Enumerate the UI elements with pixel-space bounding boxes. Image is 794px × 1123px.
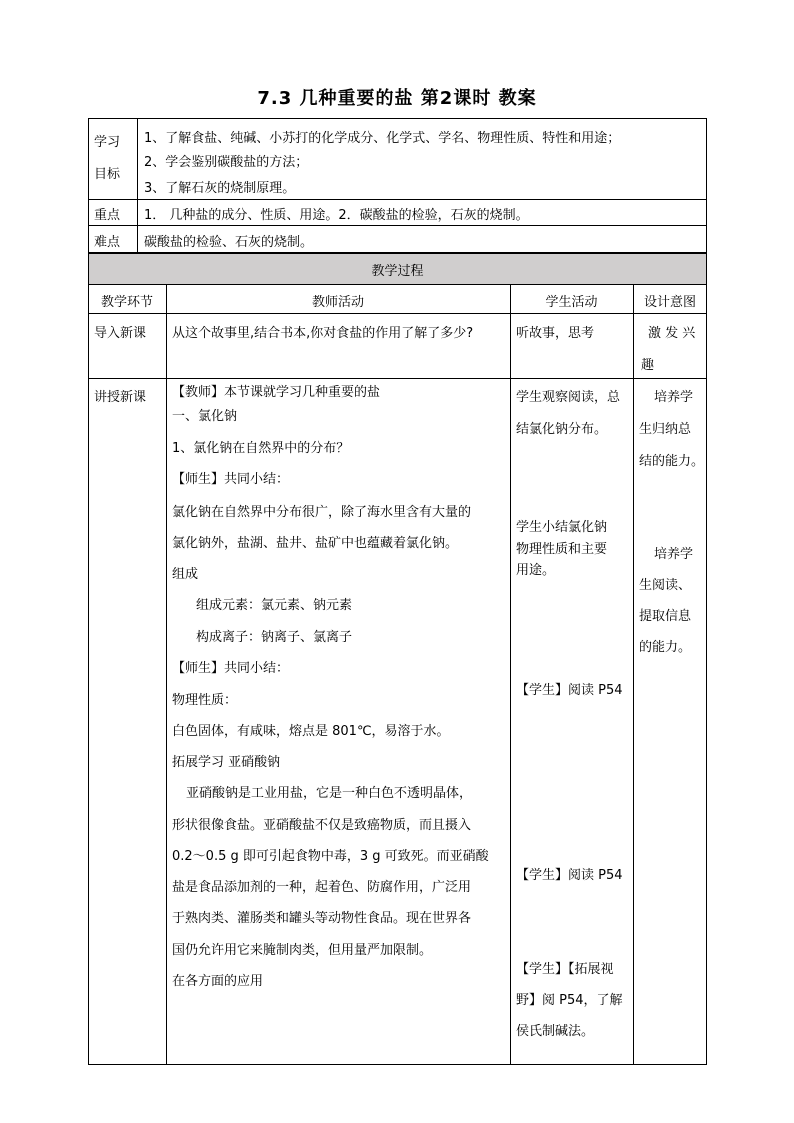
row1-intent: 激 发 兴 <box>648 326 696 341</box>
column-header-intent: 设计意图 <box>643 295 696 310</box>
teacher-line: 物理性质： <box>172 693 238 708</box>
teacher-line: 【教师】本节课就学习几种重要的盐 <box>172 385 381 400</box>
process-col-divider <box>633 284 634 1065</box>
student-line: 用途。 <box>516 563 556 578</box>
teacher-line: 组成 <box>172 567 199 582</box>
teacher-line: 1、氯化钠在自然界中的分布？ <box>172 441 350 456</box>
row1-intent: 趣 <box>641 358 655 373</box>
column-header-student: 学生活动 <box>545 295 598 310</box>
objective-item: 1、了解食盐、纯碱、小苏打的化学成分、化学式、学名、物理性质、特性和用途； <box>144 131 621 146</box>
row1-teacher: 从这个故事里,结合书本,你对食盐的作用了解了多少? <box>172 326 474 341</box>
objectives-label: 目标 <box>94 167 121 182</box>
key-points-label: 重点 <box>94 208 121 223</box>
top-table-row-divider <box>88 199 707 200</box>
student-line: 结氯化钠分布。 <box>516 422 608 437</box>
row1-student: 听故事，思考 <box>516 326 595 341</box>
teacher-line: 拓展学习 亚硝酸钠 <box>172 755 281 770</box>
teacher-line: 构成离子：钠离子、氯离子 <box>196 630 353 645</box>
top-table-row-divider <box>88 225 707 226</box>
student-line: 【学生】阅读 P54 <box>516 683 623 698</box>
difficulty-text: 碳酸盐的检验、石灰的烧制。 <box>144 235 314 250</box>
difficulty-label: 难点 <box>94 235 121 250</box>
teacher-line: 在各方面的应用 <box>172 974 264 989</box>
teacher-line: 组成元素：氯元素、钠元素 <box>196 598 353 613</box>
teacher-line: 于熟肉类、灌肠类和罐头等动物性食品。现在世界各 <box>172 911 472 926</box>
intent-line: 培养学 <box>654 390 694 405</box>
intent-line: 结的能力。 <box>639 454 705 469</box>
teacher-line: 【师生】共同小结： <box>172 472 290 487</box>
teacher-line: 氯化钠在自然界中分布很广，除了海水里含有大量的 <box>172 505 472 520</box>
teacher-line: 白色固体，有咸味，熔点是 801℃，易溶于水。 <box>172 724 450 739</box>
student-line: 物理性质和主要 <box>516 542 608 557</box>
objective-item: 3、了解石灰的烧制原理。 <box>144 181 296 196</box>
student-line: 学生小结氯化钠 <box>516 520 608 535</box>
intent-line: 的能力。 <box>639 640 692 655</box>
intent-line: 培养学 <box>654 547 694 562</box>
process-row-divider <box>88 284 707 285</box>
student-line: 学生观察阅读，总 <box>516 390 621 405</box>
teacher-line: 一、氯化钠 <box>172 409 238 424</box>
teacher-line: 氯化钠外，盐湖、盐井、盐矿中也蕴藏着氯化钠。 <box>172 536 459 551</box>
teacher-line: 盐是食品添加剂的一种，起着色、防腐作用，广泛用 <box>172 880 472 895</box>
process-col-divider <box>166 284 167 1065</box>
teacher-line: 形状很像食盐。亚硝酸盐不仅是致癌物质，而且摄入 <box>172 818 472 833</box>
intent-line: 提取信息 <box>639 609 692 624</box>
student-line: 侯氏制碱法。 <box>516 1024 595 1039</box>
column-header-stage: 教学环节 <box>100 295 153 310</box>
process-row-divider <box>88 313 707 314</box>
column-header-teacher: 教师活动 <box>311 295 364 310</box>
teacher-line: 0.2～0.5 g 即可引起食物中毒，3 g 可致死。而亚硝酸 <box>172 849 489 864</box>
student-line: 【学生】【拓展视 <box>516 962 614 977</box>
student-line: 野】阅 P54，了解 <box>516 993 623 1008</box>
student-line: 【学生】阅读 P54 <box>516 868 623 883</box>
document-title: 7.3 几种重要的盐 第2课时 教案 <box>257 88 537 109</box>
intent-line: 生归纳总 <box>639 422 692 437</box>
objectives-label: 学习 <box>94 135 121 150</box>
row2-stage: 讲授新课 <box>94 390 147 405</box>
process-col-divider <box>510 284 511 1065</box>
key-points-text: 1． 几种盐的成分、性质、用途。2．碳酸盐的检验，石灰的烧制。 <box>144 208 529 223</box>
teacher-line: 【师生】共同小结： <box>172 661 290 676</box>
teacher-line: 亚硝酸钠是工业用盐，它是一种白色不透明晶体， <box>186 786 473 801</box>
process-row-divider <box>88 378 707 379</box>
top-table-col-divider <box>137 118 138 253</box>
teacher-line: 国仍允许用它来腌制肉类，但用量严加限制。 <box>172 943 433 958</box>
objective-item: 2、学会鉴别碳酸盐的方法； <box>144 155 309 170</box>
row1-stage: 导入新课 <box>94 326 147 341</box>
intent-line: 生阅读、 <box>639 578 692 593</box>
process-header: 教学过程 <box>371 264 424 279</box>
